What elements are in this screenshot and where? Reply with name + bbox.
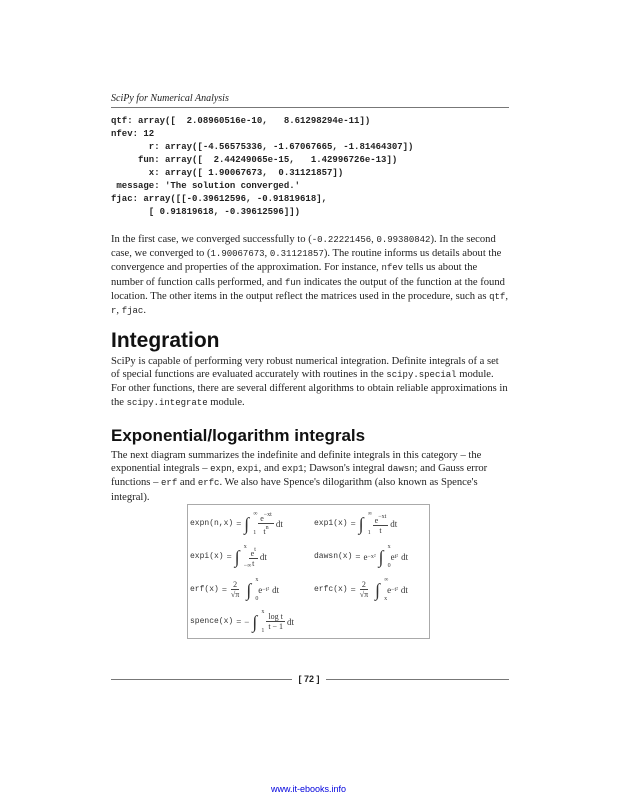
section-heading-integration: Integration bbox=[111, 329, 220, 352]
section-heading-exp-log: Exponential/logarithm integrals bbox=[111, 426, 366, 445]
header-rule bbox=[111, 107, 509, 108]
footer-rule-left bbox=[111, 679, 292, 680]
integration-paragraph: SciPy is capable of performing very robust numerical integration. Definite integrals of a set of special functions are evaluated accurately with routines in the scipy.special module. For other functions, there are several different algorithms to obtain reliable approximations in the scipy.integrate module. bbox=[111, 356, 508, 408]
formula-erfc: erfc(x) = $\frac{2}{√\pi}$ ∫ ∞ x e −t² dt bbox=[314, 576, 408, 602]
convergence-paragraph: In the first case, we converged successfully to (-0.22221456, 0.99380842). In the second case, we converged to (1.90067673, 0.31121857). The routine informs us details about the convergence and properties of the approximation. For instance, nfev tells us about the number of function calls performed, and fun indicates the output of the function at the found location. The other items in the output reflect the matrices used in the procedure, such as qtf, r, fjac. bbox=[111, 234, 508, 317]
code-line: r: array([-4.56575336, -1.67067665, -1.81464307]) bbox=[111, 142, 414, 152]
formula-erf: erf(x) = $\frac{2}{√\pi}$ ∫ x 0 e −t² dt bbox=[190, 576, 280, 602]
formula-spence: spence(x) = − ∫ x 1 $\frac{\text{log t}}{t - 1}$ dt bbox=[190, 608, 295, 634]
page-number: [ 72 ] bbox=[298, 674, 320, 684]
code-line: nfev: 12 bbox=[111, 129, 155, 139]
code-line: x: array([ 1.90067673, 0.31121857]) bbox=[111, 168, 344, 178]
footer-rule-right bbox=[326, 679, 509, 680]
code-output-block bbox=[111, 115, 413, 219]
formula-expi: expi(x) = ∫ x −∞ $\frac{e^t}{t}$ dt bbox=[190, 543, 267, 569]
code-line: message: 'The solution converged.' bbox=[111, 181, 301, 191]
formula-dawsn: dawsn(x) = e −x² ∫ x 0 e t² dt bbox=[314, 543, 409, 569]
code-line: [ 0.91819618, -0.39612596]]) bbox=[111, 207, 301, 217]
exp-log-paragraph: The next diagram summarizes the indefinite and definite integrals in this category – the exponential integrals – expn, expi, and exp1; Dawson's integral dawsn; and Gauss error functions – erf and erfc. We also have Spence's dilogarithm (also known as Spence's integral). bbox=[111, 450, 488, 503]
integrals-diagram bbox=[187, 504, 430, 639]
code-line: fun: array([ 2.44249065e-15, 1.42996726e-13]) bbox=[111, 155, 398, 165]
running-header: SciPy for Numerical Analysis bbox=[111, 93, 229, 104]
code-line: fjac: array([[-0.39612596, -0.91819618], bbox=[111, 194, 328, 204]
watermark-link[interactable]: www.it-ebooks.info bbox=[270, 784, 347, 794]
formula-exp1: exp1(x) = ∫ ∞ 1 $\frac{e^{-xt}}{t}$ dt bbox=[314, 510, 398, 536]
formula-expn: expn(n,x) = ∫ ∞ 1 $\frac{e^{-xt}}{t^n}$ dt bbox=[190, 510, 283, 536]
code-line: qtf: array([ 2.08960516e-10, 8.61298294e-11]) bbox=[111, 116, 371, 126]
